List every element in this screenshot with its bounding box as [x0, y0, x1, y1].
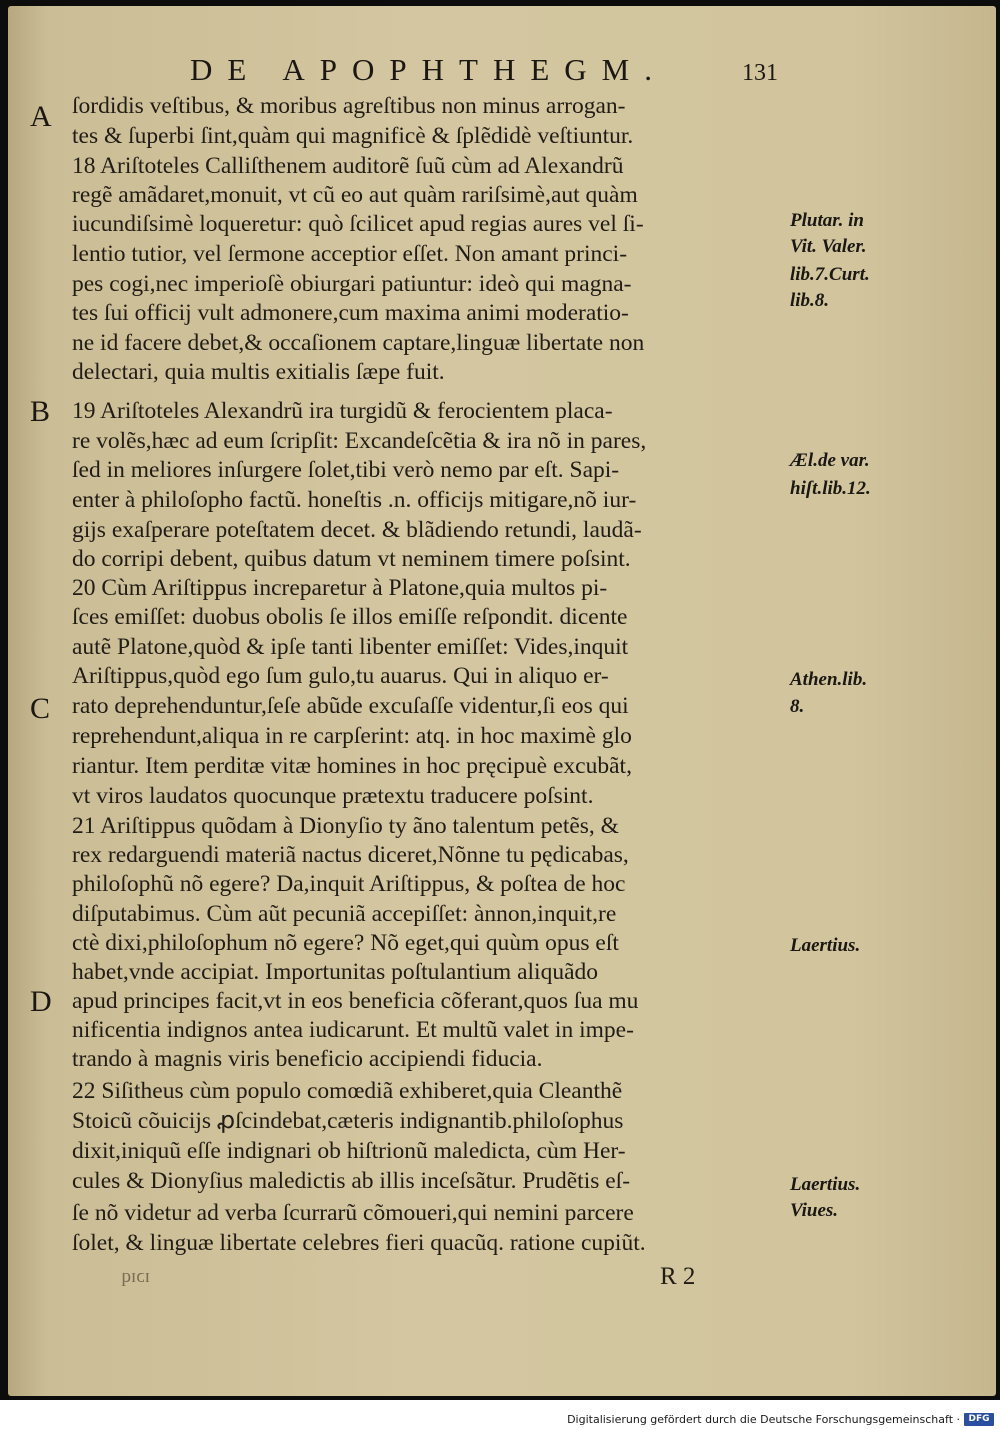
text-line: dixit,iniquũ eſſe indignari ob hiſtrionũ maledicta, cùm Her-	[72, 1138, 626, 1164]
text-line: iucundiſsimè loqueretur: quò ſcilicet apud regias aures vel ſi-	[72, 211, 644, 237]
margin-note: Viues.	[790, 1200, 839, 1221]
text-line: apud principes facit,vt in eos beneficia cõferant,quos ſua mu	[72, 988, 639, 1014]
text-line: autẽ Platone,quòd & ipſe tanti libenter emiſſet: Vides,inquit	[72, 634, 629, 660]
text-line: nificentia indignos antea iudicarunt. Et multũ valet in impe-	[72, 1017, 634, 1043]
text-line: 19 Ariſtoteles Alexandrũ ira turgidũ & ferocientem placa-	[72, 398, 613, 424]
text-line: tes & ſuperbi ſint,quàm qui magnificè & ſplẽdidè veſtiuntur.	[72, 123, 634, 149]
text-line: diſputabimus. Cùm aũt pecuniã accepiſſet: ànnon,inquit,re	[72, 901, 617, 927]
page-number: 131	[742, 60, 778, 86]
text-line: re volẽs,hæc ad eum ſcripſit: Excandeſcẽtia & ira nõ in pares,	[72, 428, 647, 454]
funding-credit: Digitalisierung gefördert durch die Deutsche Forschungsgemeinschaft ·	[567, 1413, 960, 1426]
text-line: Ariſtippus,quòd ego ſum gulo,tu auarus. Qui in aliquo er-	[72, 663, 609, 689]
text-line: ſordidis veſtibus, & moribus agreſtibus non minus arrogan-	[72, 93, 626, 119]
margin-note: hiſt.lib.12.	[790, 478, 871, 499]
text-line: regẽ amãdaret,monuit, vt cũ eo aut quàm rariſsimè,aut quàm	[72, 182, 638, 208]
text-line: do corripi debent, quibus datum vt neminem timere poſsint.	[72, 546, 631, 572]
text-line: trando à magnis viris beneficio accipiendi fiducia.	[72, 1046, 543, 1072]
signature-mark: R 2	[660, 1263, 696, 1290]
footer-bar	[0, 1411, 1000, 1429]
text-line: philoſophũ nõ egere? Da,inquit Ariſtippus, & poſtea de hoc	[72, 871, 626, 897]
text-line: enter à philoſopho factũ. honeſtis .n. officijs mitigare,nõ iur-	[72, 487, 637, 513]
text-line: pes cogi,nec imperioſè obiurgari patiuntur: ideò qui magna-	[72, 271, 632, 297]
running-header: DE APOPHTHEGM.	[190, 52, 667, 87]
margin-note: 8.	[790, 696, 805, 717]
text-line: ſed in meliores inſurgere ſolet,tibi verò nemo par eſt. Sapi-	[72, 457, 620, 483]
text-line: 18 Ariſtoteles Calliſthenem auditorẽ ſuũ cùm ad Alexandrũ	[72, 153, 624, 179]
margin-note: Laertius.	[790, 1174, 861, 1195]
dfg-logo-icon: DFG	[964, 1413, 994, 1426]
text-line: ctè dixi,philoſophum nõ egere? Nõ eget,qui quùm opus eſt	[72, 930, 619, 956]
text-line: 20 Cùm Ariſtippus increparetur à Platone,quia multos pi-	[72, 575, 608, 601]
margin-note: lib.8.	[790, 290, 830, 311]
margin-letter-a: A	[30, 100, 52, 133]
margin-note: Æl.de var.	[790, 450, 870, 471]
text-line: cules & Dionyſius maledictis ab illis inceſsãtur. Prudẽtis eſ-	[72, 1168, 631, 1194]
margin-note: lib.7.Curt.	[790, 264, 870, 285]
text-line: riantur. Item perditæ vitæ homines in hoc pręcipuè excubãt,	[72, 753, 632, 779]
text-line: delectari, quia multis exitialis ſæpe fuit.	[72, 359, 445, 385]
text-line: vt viros laudatos quocunque prætextu traducere poſsint.	[72, 783, 594, 809]
text-line: gijs exaſperare poteſtatem decet. & blãdiendo retundi, laudã-	[72, 517, 642, 543]
margin-note: Athen.lib.	[790, 669, 868, 690]
margin-letter-b: B	[30, 395, 51, 428]
text-line: 21 Ariſtippus quõdam à Dionyſio ty ãno talentum petẽs, &	[72, 813, 619, 839]
text-line: 22 Siſitheus cùm populo comœdiã exhiberet,quia Cleanthẽ	[72, 1078, 623, 1104]
text-line: ſe nõ videtur ad verba ſcurrarũ cõmoueri,qui nemini parcere	[72, 1200, 634, 1226]
text-line: ne id facere debet,& occaſionem captare,linguæ libertate non	[72, 330, 645, 356]
margin-letter-d: D	[30, 985, 52, 1018]
text-line: tes ſui officij vult admonere,cum maxima animi moderatio-	[72, 300, 629, 326]
text-line: rex redarguendi materiã nactus diceret,Nõnne tu pędicabas,	[72, 842, 629, 868]
margin-note: Laertius.	[790, 935, 861, 956]
margin-note: Plutar. in	[790, 210, 864, 231]
text-line: reprehendunt,aliqua in re carpſerint: atq. in hoc maximè glo	[72, 723, 632, 749]
margin-letter-c: C	[30, 692, 51, 725]
text-line: ſolet, & linguæ libertate celebres fieri quacũq. ratione cupiũt.	[72, 1230, 646, 1256]
margin-note: Vit. Valer.	[790, 236, 867, 257]
text-line: Stoicũ cõuicijs ꝓſcindebat,cæteris indignantib.philoſophus	[72, 1108, 624, 1134]
text-line: ſces emiſſet: duobus obolis ſe illos emiſſe reſpondit. dicente	[72, 604, 628, 630]
text-line: lentio tutior, vel ſermone acceptior eſſet. Non amant princi-	[72, 241, 628, 267]
text-line: rato deprehenduntur,ſeſe abũde excuſaſſe videntur,ſi eos qui	[72, 693, 629, 719]
bleed-through-text: ɪɔɪq	[121, 1266, 150, 1287]
text-line: habet,vnde accipiat. Importunitas poſtulantium aliquãdo	[72, 959, 598, 985]
